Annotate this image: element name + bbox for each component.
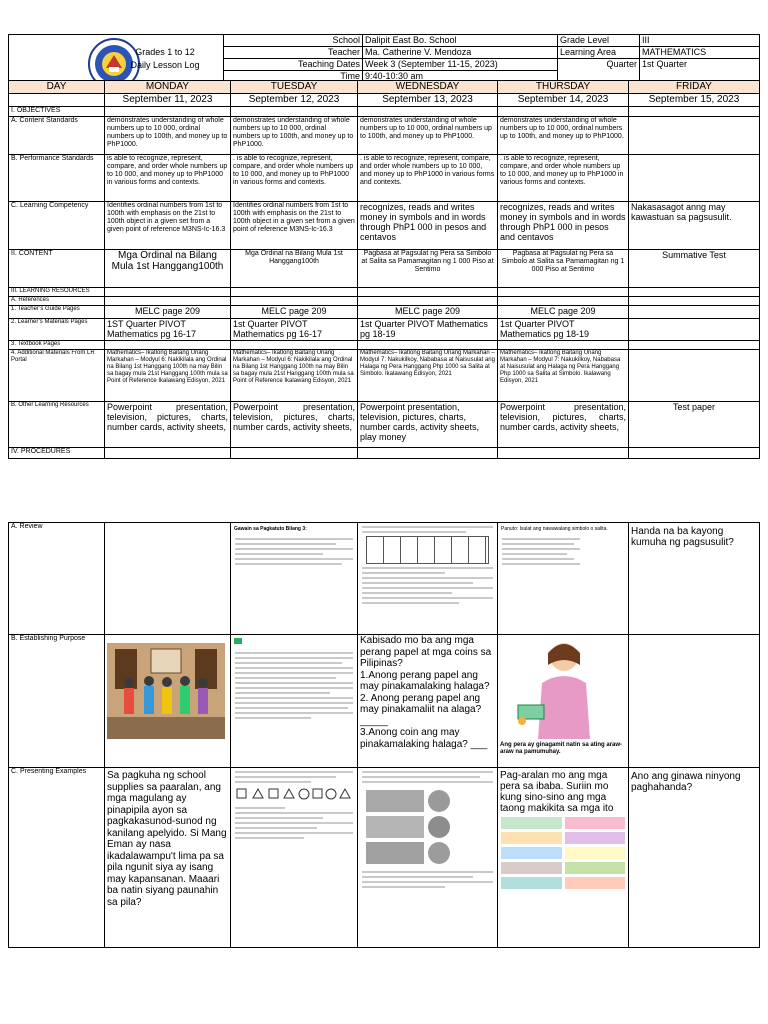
- quarter-label: Quarter: [558, 59, 640, 83]
- performance-standards-thu: . is able to recognize, represent, compare, and order whole numbers up to 10 000, and money up to PhP1000 in various forms and contexts.: [498, 155, 629, 202]
- textbook-pages-label: 3. Textbook Pages: [9, 341, 105, 350]
- day-tuesday: TUESDAY: [231, 81, 358, 94]
- day-monday: MONDAY: [105, 81, 231, 94]
- presenting-fri: Ano ang ginawa ninyong paghahanda?: [629, 768, 760, 948]
- grade-level-label: Grade Level: [558, 35, 640, 47]
- purpose-wed: Kabisado mo ba ang mga perang papel at mga coins sa Pilipinas? 1.Anong perang papel ang may pinakamalaking halaga? 2. Anong perang papel ang may pinakamaliit na alaga?_____ 3.Anong coin ang may pinakamalaking halaga? ___: [358, 635, 498, 768]
- additional-materials-wed: Mathematics– Ikatlong Baitang Unang Markahan – Modyul 7: Nakukilkoy, Nababasa at Naisusulat ang Halaga ng Pera Hanggang Php 1000 sa Salita at Simbolo. Ikalawang Edisyon, 2021: [358, 350, 498, 402]
- date-tuesday: September 12, 2023: [231, 94, 358, 107]
- content-standards-tue: demonstrates understanding of whole numbers up to 10 000, ordinal numbers up to 100th, and money up to PhP1000.: [231, 117, 358, 155]
- day-wednesday: WEDNESDAY: [358, 81, 498, 94]
- learning-competency-wed: recognizes, reads and writes money in symbols and in words through PhP1 000 in pesos and centavos: [358, 202, 498, 250]
- day-thursday: THURSDAY: [498, 81, 629, 94]
- grade-level-value: III: [640, 35, 760, 47]
- teachers-guide-tue: MELC page 209: [231, 306, 358, 319]
- purpose-thu-caption: Ang pera ay ginagamit natin sa ating araw-araw na pamumuhay.: [500, 742, 623, 755]
- date-thursday: September 14, 2023: [498, 94, 629, 107]
- school-value: Dalipit East Bo. School: [363, 35, 558, 47]
- procedures-table: [8, 522, 760, 948]
- learners-materials-tue: 1st Quarter PIVOT Mathematics pg 16-17: [231, 319, 358, 341]
- purpose-reading-image: [231, 635, 357, 722]
- content-standards-wed: demonstrates understanding of whole numbers up to 10 000, ordinal numbers up to 100th, and money up to PhP1000.: [358, 117, 498, 155]
- learning-area-value: MATHEMATICS: [640, 47, 760, 59]
- learning-competency-mon: Identifies ordinal numbers from 1st to 100th with emphasis on the 21st to 100th object in a given set from a given point of reference M3NS-Ic-16.3: [105, 202, 231, 250]
- learners-materials-mon: 1ST Quarter PIVOT Mathematics pg 16-17: [105, 319, 231, 341]
- school-label: School: [224, 35, 363, 47]
- purpose-label: B. Establishing Purpose: [9, 635, 105, 768]
- presenting-thu: Pag-aralan mo ang mga pera sa ibaba. Suriin mo kung sino-sino ang mga taong makikita sa mga ito: [500, 770, 614, 814]
- purpose-money-image: [498, 635, 628, 757]
- content-tue: Mga Ordinal na Bilang Mula 1st Hanggang100th: [231, 250, 358, 288]
- other-resources-fri: Test paper: [629, 402, 760, 448]
- additional-materials-label: 4. Additional Materials From LR Portal: [9, 350, 105, 402]
- content-label: II. CONTENT: [9, 250, 105, 288]
- learners-materials-label: 2. Learner’s Materials Pages: [9, 319, 105, 341]
- date-monday: September 11, 2023: [105, 94, 231, 107]
- procedures-heading: IV. PROCEDURES: [9, 448, 105, 459]
- review-thu-caption: Panuto: Isulat ang nawawalang simbolo o salita.: [501, 526, 608, 532]
- learning-area-label: Learning Area: [558, 47, 640, 59]
- content-wed: Pagbasa at Pagsulat ng Pera sa Simbolo at Salita sa Pamamagitan ng 1 000 Piso at Sentimo: [358, 250, 498, 288]
- performance-standards-mon: is able to recognize, represent, compare, and order whole numbers up to 10 000, and money up to PhP1000 in various forms and contexts.: [105, 155, 231, 202]
- review-worksheet-image: [231, 523, 357, 568]
- lesson-log-table: [8, 80, 760, 459]
- references-label: A. References: [9, 297, 105, 306]
- learners-materials-wed: 1st Quarter PIVOT Mathematics pg 18-19: [358, 319, 498, 341]
- presenting-shapes-image: [231, 768, 357, 842]
- students-in-line-image: [105, 635, 227, 765]
- content-fri: Summative Test: [629, 250, 760, 288]
- other-resources-tue: Powerpoint presentation, television, pictures, charts, number cards, activity sheets,: [231, 402, 358, 448]
- review-money-worksheet-image: [498, 523, 628, 568]
- content-standards-thu: demonstrates understanding of whole numbers up to 10 000, ordinal numbers up to 100th, and money up to PhP1000.: [498, 117, 629, 155]
- additional-materials-mon: Mathematics– Ikatlong Baitang Unang Markahan – Modyul 6: Nakikilala ang Ordinal na Bilang 1st Hanggang 100th na may Bilin sa bagay mula 21st Hanggang 100th mula sa Point of Reference Ikalawang Edisyon, 2021: [105, 350, 231, 402]
- teachers-guide-wed: MELC page 209: [358, 306, 498, 319]
- other-resources-thu: Powerpoint presentation, television, pictures, charts, number cards, activity sheets,: [498, 402, 629, 448]
- performance-standards-wed: . is able to recognize, represent, compare, and order whole numbers up to 10 000, and money up to PhP1000 in various forms and contexts.: [358, 155, 498, 202]
- day-label: DAY: [9, 81, 105, 94]
- teachers-guide-mon: MELC page 209: [105, 306, 231, 319]
- other-resources-mon: Powerpoint presentation, television, pictures, charts, number cards, activity sheets,: [105, 402, 231, 448]
- additional-materials-tue: Mathematics– Ikatlong Baitang Unang Markahan – Modyul 6: Nakikilala ang Ordinal na Bilang 1st Hanggang 100th na may Bilin sa bagay mula 21st Hanggang 100th mula sa Point of Reference Ikalawang Edisyon, 2021: [231, 350, 358, 402]
- review-tue-caption: Gawain sa Pagkatuto Bilang 3:: [234, 526, 307, 532]
- learning-competency-tue: Identifies ordinal numbers from 1st to 100th with emphasis on the 21st to 100th object in a given set from a given point of reference M3NS-Ic-16.3: [231, 202, 358, 250]
- teaching-dates-value: Week 3 (September 11-15, 2023): [363, 59, 558, 71]
- teaching-dates-label: Teaching Dates: [224, 59, 363, 71]
- additional-materials-thu: Mathematics– Ikatlong Baitang Unang Markahan – Modyul 7: Nakukilkoy, Nababasa at Naisusulat ang Halaga ng Pera Hanggang Php 1000 sa Salita at Simbolo. Ikalawang Edisyon, 2021: [498, 350, 629, 402]
- other-resources-label: B. Other Learning Resources: [9, 402, 105, 448]
- performance-standards-tue: . is able to recognize, represent, compare, and order whole numbers up to 10 000, and money up to PhP1000 in various forms and contexts.: [231, 155, 358, 202]
- time-value: 9:40-10:30 am: [363, 71, 558, 83]
- learning-competency-thu: recognizes, reads and writes money in symbols and in words through PhP1 000 in pesos and centavos: [498, 202, 629, 250]
- objectives-heading: I. OBJECTIVES: [9, 107, 105, 117]
- performance-standards-label: B. Performance Standards: [9, 155, 105, 202]
- header-table: [8, 34, 760, 83]
- date-wednesday: September 13, 2023: [358, 94, 498, 107]
- teachers-guide-label: 1. Teacher’s Guide Pages: [9, 306, 105, 319]
- other-resources-wed: Powerpoint presentation, television, pictures, charts, number cards, activity sheets, play money: [358, 402, 498, 448]
- date-friday: September 15, 2023: [629, 94, 760, 107]
- woman-holding-money-illustration: [498, 635, 628, 739]
- time-label: Time: [224, 71, 363, 83]
- content-mon: Mga Ordinal na Bilang Mula 1st Hanggang100th: [105, 250, 231, 288]
- shapes-sequence-illustration: [231, 786, 357, 802]
- review-fri: Handa na ba kayong kumuha ng pagsusulit?: [629, 523, 760, 635]
- teacher-label: Teacher: [224, 47, 363, 59]
- peso-bills-grid-image: [498, 814, 628, 892]
- title-line2: Daily Lesson Log: [130, 59, 200, 70]
- learning-competency-fri: Nakasasagot anng may kawastuan sa pagsusulit.: [629, 202, 760, 250]
- teacher-value: Ma. Catherine V. Mendoza: [363, 47, 558, 59]
- day-friday: FRIDAY: [629, 81, 760, 94]
- presenting-bills-coins-image: [358, 768, 497, 891]
- content-standards-label: A. Content Standards: [9, 117, 105, 155]
- review-label: A. Review: [9, 523, 105, 635]
- learning-competency-label: C. Learning Competency: [9, 202, 105, 250]
- content-standards-mon: demonstrates understanding of whole numbers up to 10 000, ordinal numbers up to 100th, and money up to PhP1000.: [105, 117, 231, 155]
- title-line1: Grades 1 to 12: [135, 46, 195, 57]
- presenting-label: C. Presenting Examples: [9, 768, 105, 948]
- learners-materials-thu: 1st Quarter PIVOT Mathematics pg 18-19: [498, 319, 629, 341]
- learning-resources-heading: III. LEARNING RESOURCES: [9, 288, 105, 297]
- teachers-guide-thu: MELC page 209: [498, 306, 629, 319]
- review-table-worksheet-image: [358, 523, 497, 607]
- quarter-value: 1st Quarter: [640, 59, 760, 83]
- presenting-mon: Sa pagkuha ng school supplies sa paaralan, ang mga magulang ay pinapipila ayon sa pagkakasunod-sunod ng kanilang apelyido. Si Mang Eman ay nasa ikadalawampu't lima pa sa pila ngunit siya ay isang may kapansanan. Maaari ba natin siyang paunahin sa pila?: [105, 768, 231, 948]
- content-thu: Pagbasa at Pagsulat ng Pera sa Simbolo at Salita sa Pamamagitan ng 1 000 Piso at Sentimo: [498, 250, 629, 288]
